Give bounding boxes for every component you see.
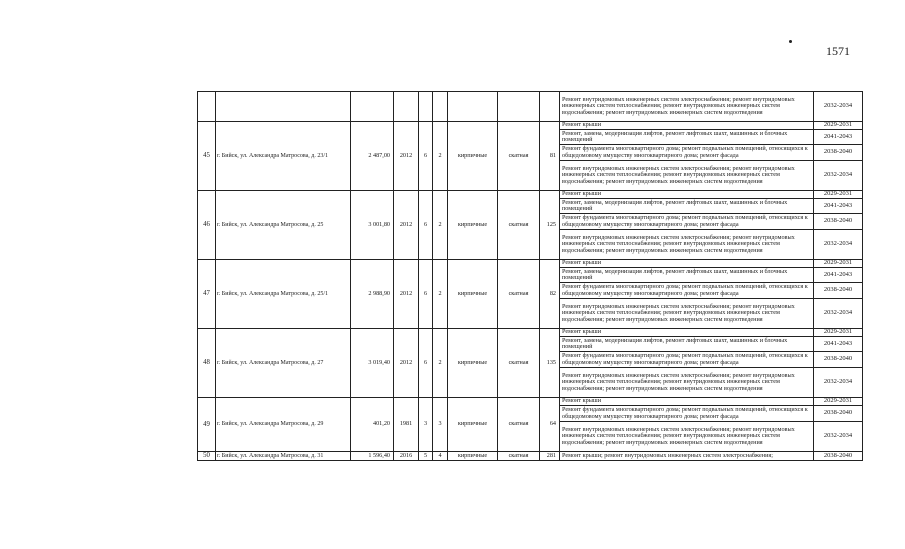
cell-floors: 6: [419, 122, 433, 191]
scan-dot-mark: [789, 40, 792, 43]
cell-period: 2032-2034: [814, 92, 863, 122]
cell-entrances: 2: [433, 260, 448, 329]
cell-work-type: Ремонт фундамента многоквартирного дома; ремонт подвальных помещений, относящихся к общедомовому имуществу многоквартирного дома; ремонт фасада: [560, 406, 814, 422]
cell-entrances: 2: [433, 191, 448, 260]
cell-empty: [394, 92, 419, 122]
table-row: [198, 260, 863, 268]
cell-work-type: Ремонт фундамента многоквартирного дома; ремонт подвальных помещений, относящихся к общедомовому имуществу многоквартирного дома; ремонт фасада: [560, 283, 814, 299]
table-row: [198, 398, 863, 406]
cell-period: 2032-2034: [814, 299, 863, 329]
cell-wall-material: кирпичные: [448, 452, 498, 461]
cell-period: 2038-2040: [814, 452, 863, 461]
cell-empty: [433, 92, 448, 122]
cell-address: г. Бийск, ул. Александра Матросова, д. 25: [216, 191, 351, 260]
cell-entrances: 3: [433, 398, 448, 452]
cell-work-type: Ремонт внутридомовых инженерных систем электроснабжения; ремонт внутридомовых инженерных систем теплоснабжения; ремонт внутридомовых инженерных систем водоснабжения; ремонт внутридомовых инженерных систем водоотведения: [560, 422, 814, 452]
cell-empty: [351, 92, 394, 122]
cell-row-number: 47: [198, 260, 216, 329]
cell-address: г. Бийск, ул. Александра Матросова, д. 23/1: [216, 122, 351, 191]
cell-row-number: 45: [198, 122, 216, 191]
cell-row-number: 50: [198, 452, 216, 461]
cell-period: 2038-2040: [814, 214, 863, 230]
cell-period: 2032-2034: [814, 230, 863, 260]
cell-area: 1 596,40: [351, 452, 394, 461]
cell-year: 2012: [394, 260, 419, 329]
cell-period: 2029-2031: [814, 398, 863, 406]
cell-wall-material: кирпичные: [448, 260, 498, 329]
cell-entrances: 2: [433, 122, 448, 191]
cell-work-type: Ремонт фундамента многоквартирного дома; ремонт подвальных помещений, относящихся к общедомовому имуществу многоквартирного дома; ремонт фасада: [560, 214, 814, 230]
cell-area: 401,20: [351, 398, 394, 452]
capital-repair-table-wrapper: [197, 91, 862, 461]
cell-period: 2032-2034: [814, 368, 863, 398]
cell-work-type: Ремонт крыши: [560, 191, 814, 199]
cell-work-type: Ремонт крыши: [560, 122, 814, 130]
cell-empty: [419, 92, 433, 122]
cell-entrances: 2: [433, 329, 448, 398]
cell-wall-material: кирпичные: [448, 122, 498, 191]
cell-work-type: Ремонт, замена, модернизация лифтов, ремонт лифтовых шахт, машинных и блочных помещений: [560, 199, 814, 214]
cell-floors: 6: [419, 329, 433, 398]
cell-empty: [498, 92, 540, 122]
cell-area: 2 988,90: [351, 260, 394, 329]
cell-address: г. Бийск, ул. Александра Матросова, д. 27: [216, 329, 351, 398]
cell-count: 82: [540, 260, 560, 329]
cell-count: 125: [540, 191, 560, 260]
cell-empty: [540, 92, 560, 122]
cell-row-number: 46: [198, 191, 216, 260]
cell-count: 64: [540, 398, 560, 452]
table-row: [198, 329, 863, 337]
cell-floors: 5: [419, 452, 433, 461]
cell-address: г. Бийск, ул. Александра Матросова, д. 31: [216, 452, 351, 461]
cell-roof-type: скатная: [498, 260, 540, 329]
cell-empty: [216, 92, 351, 122]
cell-year: 1981: [394, 398, 419, 452]
cell-row-number: 48: [198, 329, 216, 398]
cell-year: 2012: [394, 122, 419, 191]
cell-period: 2032-2034: [814, 161, 863, 191]
cell-floors: 6: [419, 260, 433, 329]
table-row: [198, 191, 863, 199]
cell-period: 2029-2031: [814, 260, 863, 268]
cell-year: 2012: [394, 191, 419, 260]
cell-work-type: Ремонт, замена, модернизация лифтов, ремонт лифтовых шахт, машинных и блочных помещений: [560, 337, 814, 352]
table-row: [198, 122, 863, 130]
cell-work-type: Ремонт крыши: [560, 260, 814, 268]
cell-period: 2038-2040: [814, 145, 863, 161]
cell-period: 2029-2031: [814, 329, 863, 337]
cell-area: 2 487,00: [351, 122, 394, 191]
cell-year: 2016: [394, 452, 419, 461]
cell-count: 135: [540, 329, 560, 398]
cell-address: г. Бийск, ул. Александра Матросова, д. 25/1: [216, 260, 351, 329]
cell-empty: [448, 92, 498, 122]
cell-roof-type: скатная: [498, 329, 540, 398]
cell-period: 2041-2043: [814, 130, 863, 145]
cell-wall-material: кирпичные: [448, 398, 498, 452]
cell-work-type: Ремонт фундамента многоквартирного дома; ремонт подвальных помещений, относящихся к общедомовому имуществу многоквартирного дома; ремонт фасада: [560, 352, 814, 368]
cell-work-type: Ремонт внутридомовых инженерных систем электроснабжения; ремонт внутридомовых инженерных систем теплоснабжения; ремонт внутридомовых инженерных систем водоснабжения; ремонт внутридомовых инженерных систем водоотведения: [560, 230, 814, 260]
cell-roof-type: скатная: [498, 452, 540, 461]
cell-count: 281: [540, 452, 560, 461]
cell-address: г. Бийск, ул. Александра Матросова, д. 29: [216, 398, 351, 452]
cell-period: 2038-2040: [814, 406, 863, 422]
cell-period: 2038-2040: [814, 283, 863, 299]
table-row-continuation: [198, 92, 863, 122]
cell-floors: 3: [419, 398, 433, 452]
cell-work-type: Ремонт внутридомовых инженерных систем электроснабжения; ремонт внутридомовых инженерных систем теплоснабжения; ремонт внутридомовых инженерных систем водоснабжения; ремонт внутридомовых инженерных систем водоотведения: [560, 161, 814, 191]
cell-count: 81: [540, 122, 560, 191]
cell-period: 2038-2040: [814, 352, 863, 368]
cell-work-type: Ремонт фундамента многоквартирного дома; ремонт подвальных помещений, относящихся к общедомовому имуществу многоквартирного дома; ремонт фасада: [560, 145, 814, 161]
cell-work-type: Ремонт внутридомовых инженерных систем электроснабжения; ремонт внутридомовых инженерных систем теплоснабжения; ремонт внутридомовых инженерных систем водоснабжения; ремонт внутридомовых инженерных систем водоотведения: [560, 92, 814, 122]
cell-period: 2041-2043: [814, 337, 863, 352]
cell-period: 2032-2034: [814, 422, 863, 452]
cell-period: 2029-2031: [814, 191, 863, 199]
cell-entrances: 4: [433, 452, 448, 461]
cell-period: 2041-2043: [814, 199, 863, 214]
cell-work-type: Ремонт, замена, модернизация лифтов, ремонт лифтовых шахт, машинных и блочных помещений: [560, 130, 814, 145]
page-number: 1571: [826, 44, 850, 58]
cell-work-type: Ремонт внутридомовых инженерных систем электроснабжения; ремонт внутридомовых инженерных систем теплоснабжения; ремонт внутридомовых инженерных систем водоснабжения; ремонт внутридомовых инженерных систем водоотведения: [560, 299, 814, 329]
cell-work-type: Ремонт крыши: [560, 398, 814, 406]
cell-period: 2041-2043: [814, 268, 863, 283]
cell-area: 3 019,40: [351, 329, 394, 398]
cell-empty: [198, 92, 216, 122]
capital-repair-table: [197, 91, 863, 461]
cell-roof-type: скатная: [498, 191, 540, 260]
cell-work-type: Ремонт крыши: [560, 329, 814, 337]
cell-year: 2012: [394, 329, 419, 398]
cell-roof-type: скатная: [498, 122, 540, 191]
table-row: [198, 452, 863, 461]
cell-floors: 6: [419, 191, 433, 260]
cell-wall-material: кирпичные: [448, 191, 498, 260]
cell-work-type: Ремонт внутридомовых инженерных систем электроснабжения; ремонт внутридомовых инженерных систем теплоснабжения; ремонт внутридомовых инженерных систем водоснабжения; ремонт внутридомовых инженерных систем водоотведения: [560, 368, 814, 398]
cell-work-type: Ремонт крыши; ремонт внутридомовых инженерных систем электроснабжения;: [560, 452, 814, 461]
cell-roof-type: скатная: [498, 398, 540, 452]
cell-row-number: 49: [198, 398, 216, 452]
cell-area: 3 001,80: [351, 191, 394, 260]
cell-wall-material: кирпичные: [448, 329, 498, 398]
cell-period: 2029-2031: [814, 122, 863, 130]
cell-work-type: Ремонт, замена, модернизация лифтов, ремонт лифтовых шахт, машинных и блочных помещений: [560, 268, 814, 283]
